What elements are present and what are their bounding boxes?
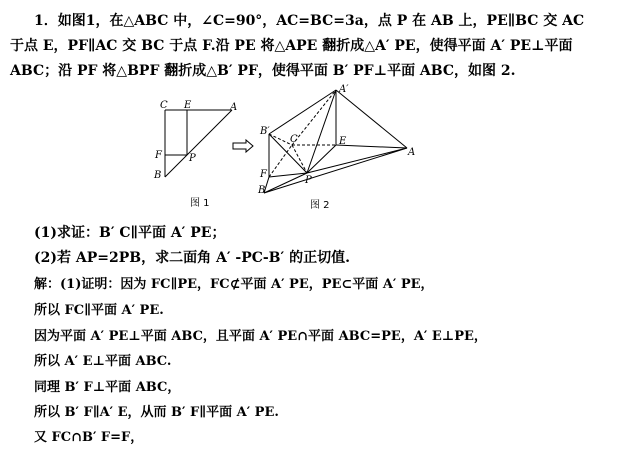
fig2-label-B-prime: B′ bbox=[260, 126, 270, 137]
fig2-segment-A'A bbox=[336, 90, 407, 148]
fig2-segment-FP bbox=[269, 173, 307, 177]
fig1-label-F: F bbox=[155, 150, 162, 161]
fig2-segment-PE bbox=[307, 145, 336, 173]
question-1: (1)求证：B′ C∥平面 A′ PE； bbox=[34, 225, 226, 241]
figure-1-drawing bbox=[150, 98, 250, 213]
fig1-label-C: C bbox=[160, 100, 168, 111]
solution-line-3: 因为平面 A′ PE⊥平面 ABC，且平面 A′ PE∩平面 ABC=PE，A′ E⊥PE， bbox=[34, 329, 487, 344]
fig1-label-B: B bbox=[154, 170, 162, 181]
fig1-label-A: A bbox=[230, 102, 238, 113]
problem-line-1: 1．如图1，在△ABC 中，∠C=90°，AC=BC=3a，点 P 在 AB 上，PE∥BC 交 AC bbox=[34, 13, 585, 29]
fig2-dashed-B'C bbox=[269, 134, 292, 145]
problem-line-2: 于点 E，PF∥AC 交 BC 于点 F.沿 PE 将△APE 翻折成△A′ PE，使得平面 A′ PE⊥平面 bbox=[10, 38, 573, 54]
solution-line-6: 所以 B′ F∥A′ E，从而 B′ F∥平面 A′ PE. bbox=[34, 405, 279, 420]
fig2-dashed-CA' bbox=[292, 90, 336, 145]
solution-line-5: 同理 B′ F⊥平面 ABC， bbox=[34, 380, 181, 395]
fig2-label-E: E bbox=[339, 136, 347, 147]
fig2-segment-PA bbox=[307, 148, 407, 173]
fig2-segment-B'A' bbox=[269, 90, 336, 134]
fig2-segment-BP bbox=[264, 173, 307, 193]
question-2: (2)若 AP=2PB，求二面角 A′ -PC-B′ 的正切值. bbox=[34, 250, 350, 266]
problem-line-3: ABC；沿 PF 将△BPF 翻折成△B′ PF，使得平面 B′ PF⊥平面 ABC，如图 2. bbox=[10, 63, 516, 79]
fig1-segment-BA bbox=[165, 110, 232, 177]
figure-2 bbox=[250, 82, 425, 215]
fig2-label-P: P bbox=[305, 175, 312, 186]
fig2-segment-EA bbox=[336, 145, 407, 148]
solution-line-7: 又 FC∩B′ F=F， bbox=[34, 430, 144, 445]
solution-line-2: 所以 FC∥平面 A′ PE. bbox=[34, 303, 164, 318]
fig2-segment-A'P bbox=[307, 90, 336, 173]
figure-2-drawing bbox=[250, 82, 425, 215]
figure-2-caption: 图 2 bbox=[310, 200, 330, 211]
fig1-label-E: E bbox=[184, 100, 192, 111]
fig2-label-F: F bbox=[260, 169, 267, 180]
fig2-label-A-prime: A′ bbox=[339, 84, 349, 95]
figure-1 bbox=[150, 98, 250, 213]
solution-line-4: 所以 A′ E⊥平面 ABC. bbox=[34, 354, 172, 369]
fig2-segment-B'P bbox=[269, 134, 307, 173]
fig2-label-A: A bbox=[408, 147, 416, 158]
fig2-dashed-CP bbox=[292, 145, 307, 173]
fig2-dashed-FC bbox=[269, 145, 292, 177]
fig1-label-P: P bbox=[189, 153, 196, 164]
fig2-label-C: C bbox=[290, 134, 298, 145]
fig2-label-B: B bbox=[258, 185, 266, 196]
solution-line-1: 解：(1)证明：因为 FC∥PE，FC⊄平面 A′ PE，PE⊂平面 A′ PE， bbox=[34, 277, 434, 292]
figure-1-caption: 图 1 bbox=[190, 198, 210, 209]
